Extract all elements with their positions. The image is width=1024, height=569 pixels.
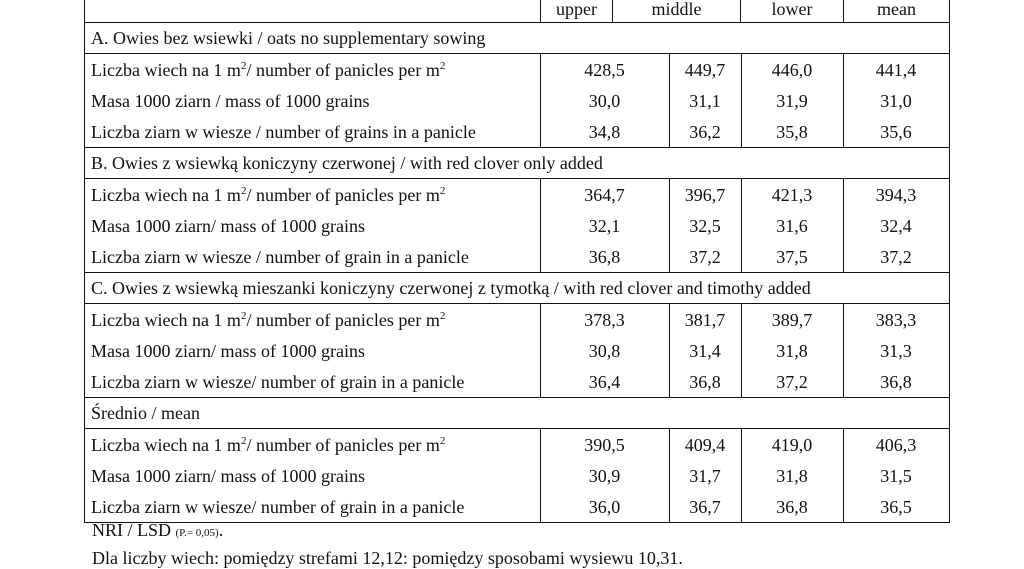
section-title: A. Owies bez wsiewki / oats no supplementary sowing [85, 23, 949, 54]
value-cell [540, 85, 669, 116]
value-cell [741, 335, 843, 366]
value-text: 428,5 [584, 60, 625, 80]
superscript: 2 [439, 185, 446, 197]
value-cell [540, 210, 669, 241]
value-text: 32,5 [689, 216, 721, 236]
value-cell [741, 241, 843, 272]
value-cell [741, 116, 843, 147]
value-cell [669, 210, 741, 241]
col-header-upper: upper [540, 0, 612, 22]
value-text: 31,3 [880, 341, 912, 361]
value-text: 34,8 [588, 122, 621, 142]
col-header-mean: mean [843, 0, 949, 22]
value-cell [843, 335, 949, 366]
value-text: 36,8 [588, 247, 621, 267]
table-row [85, 54, 949, 85]
value-text: 419,0 [771, 435, 813, 455]
table-row [85, 85, 949, 116]
row-label [91, 185, 445, 206]
row-label: Liczba ziarn w wiesze / number of grains in a panicle [91, 122, 476, 142]
value-text: 36,7 [689, 497, 721, 517]
table-row [85, 241, 949, 272]
value-text: 383,3 [875, 310, 917, 330]
row-label-part: / number of panicles per m [246, 435, 440, 455]
value-cell [843, 429, 949, 460]
value-text: 449,7 [684, 60, 726, 80]
value-cell [540, 491, 669, 522]
section-title: Średnio / mean [85, 398, 949, 429]
row-label-part: Liczba wiech na 1 m [91, 435, 241, 455]
value-text: 36,2 [689, 122, 721, 142]
section-rows [85, 54, 949, 148]
value-text: 446,0 [771, 60, 813, 80]
section-rows [85, 429, 949, 522]
value-cell [669, 85, 741, 116]
row-label: Liczba ziarn w wiesze / number of grain in a panicle [91, 247, 469, 267]
table-header [85, 0, 949, 23]
lsd-line [92, 520, 223, 541]
value-text: 32,4 [880, 216, 912, 236]
superscript: 2 [240, 60, 247, 72]
table-row [85, 460, 949, 491]
value-text: 36,4 [588, 372, 621, 392]
value-text: 36,5 [880, 497, 912, 517]
row-label [91, 310, 445, 331]
value-text: 30,8 [588, 341, 621, 361]
value-text: 394,3 [875, 185, 917, 205]
value-cell [741, 210, 843, 241]
value-text: 35,6 [880, 122, 912, 142]
col-header-middle: middle [612, 0, 740, 22]
value-cell [540, 179, 669, 210]
value-cell [669, 429, 741, 460]
value-text: 396,7 [684, 185, 726, 205]
value-text: 364,7 [584, 185, 625, 205]
section-rows [85, 304, 949, 398]
value-cell [540, 460, 669, 491]
value-text: 389,7 [771, 310, 813, 330]
value-cell [669, 460, 741, 491]
value-text: 37,2 [689, 247, 721, 267]
value-cell [741, 429, 843, 460]
row-label-part: / number of panicles per m [246, 310, 440, 330]
value-cell [669, 304, 741, 335]
value-cell [741, 460, 843, 491]
value-text: 421,3 [771, 185, 813, 205]
table-row [85, 491, 949, 522]
value-cell [669, 241, 741, 272]
row-label: Masa 1000 ziarn/ mass of 1000 grains [91, 466, 365, 486]
superscript: 2 [240, 310, 247, 322]
value-cell [741, 85, 843, 116]
row-label: Masa 1000 ziarn/ mass of 1000 grains [91, 341, 365, 361]
value-text: 31,8 [776, 466, 808, 486]
superscript: 2 [240, 185, 247, 197]
value-cell [843, 116, 949, 147]
value-text: 378,3 [584, 310, 625, 330]
value-text: 441,4 [875, 60, 917, 80]
row-label-part: Liczba wiech na 1 m [91, 310, 241, 330]
value-text: 35,8 [776, 122, 808, 142]
value-cell [741, 304, 843, 335]
table-row [85, 116, 949, 147]
value-cell [843, 54, 949, 85]
value-cell [669, 366, 741, 397]
value-cell [669, 54, 741, 85]
value-text: 36,0 [588, 497, 621, 517]
value-text: 30,0 [588, 91, 621, 111]
value-text: 30,9 [588, 466, 621, 486]
lsd-label: NRI / LSD [92, 520, 172, 540]
value-text: 381,7 [684, 310, 726, 330]
value-text: 32,1 [588, 216, 621, 236]
table-row [85, 366, 949, 397]
value-text: 31,4 [689, 341, 721, 361]
row-label-part: Liczba wiech na 1 m [91, 60, 241, 80]
value-cell [741, 366, 843, 397]
value-cell [741, 491, 843, 522]
table-row [85, 304, 949, 335]
superscript: 2 [439, 435, 446, 447]
value-text: 37,2 [776, 372, 808, 392]
value-cell [669, 491, 741, 522]
value-cell [540, 54, 669, 85]
superscript: 2 [240, 435, 247, 447]
value-text: 31,8 [776, 341, 808, 361]
value-cell [540, 304, 669, 335]
row-label: Masa 1000 ziarn/ mass of 1000 grains [91, 216, 365, 236]
value-cell [669, 116, 741, 147]
value-text: 37,2 [880, 247, 912, 267]
value-text: 37,5 [776, 247, 808, 267]
value-cell [741, 54, 843, 85]
value-cell [741, 179, 843, 210]
value-text: 36,8 [689, 372, 721, 392]
table-row [85, 210, 949, 241]
value-cell [540, 116, 669, 147]
value-text: 31,0 [880, 91, 912, 111]
value-text: 409,4 [684, 435, 726, 455]
lsd-subscript: (P.= 0,05) [175, 527, 219, 539]
value-text: 36,8 [880, 372, 912, 392]
value-cell [843, 241, 949, 272]
value-text: 390,5 [584, 435, 625, 455]
value-cell [669, 179, 741, 210]
value-cell [540, 366, 669, 397]
row-label: Liczba ziarn w wiesze/ number of grain in a panicle [91, 497, 465, 517]
value-cell [669, 335, 741, 366]
table-row [85, 179, 949, 210]
value-cell [540, 335, 669, 366]
table-row [85, 429, 949, 460]
row-label: Liczba ziarn w wiesze/ number of grain in a panicle [91, 372, 465, 392]
value-text: 31,5 [880, 466, 912, 486]
value-text: 31,6 [776, 216, 808, 236]
value-text: 36,8 [776, 497, 808, 517]
value-text: 31,7 [689, 466, 721, 486]
value-text: 31,9 [776, 91, 808, 111]
section-title: B. Owies z wsiewką koniczyny czerwonej / with red clover only added [85, 148, 949, 179]
col-header-lower: lower [740, 0, 843, 22]
row-label [91, 435, 445, 456]
value-cell [843, 460, 949, 491]
value-text: 406,3 [875, 435, 917, 455]
value-cell [843, 85, 949, 116]
row-label-part: / number of panicles per m [246, 185, 440, 205]
results-table [84, 0, 950, 523]
value-cell [843, 210, 949, 241]
value-cell [843, 491, 949, 522]
value-cell [843, 304, 949, 335]
superscript: 2 [439, 310, 446, 322]
lsd-tail: . [218, 520, 224, 540]
row-label: Masa 1000 ziarn / mass of 1000 grains [91, 91, 370, 111]
value-text: 31,1 [689, 91, 721, 111]
row-label-part: / number of panicles per m [246, 60, 440, 80]
row-label [91, 60, 445, 81]
value-cell [540, 429, 669, 460]
value-cell [843, 179, 949, 210]
value-cell [540, 241, 669, 272]
section-title: C. Owies z wsiewką mieszanki koniczyny czerwonej z tymotką / with red clover and timothy added [85, 273, 949, 304]
section-rows [85, 179, 949, 273]
superscript: 2 [439, 60, 446, 72]
footnote: Dla liczby wiech: pomiędzy strefami 12,12: pomiędzy sposobami wysiewu 10,31. [92, 548, 683, 568]
value-cell [843, 366, 949, 397]
row-label-part: Liczba wiech na 1 m [91, 185, 241, 205]
table-row [85, 335, 949, 366]
